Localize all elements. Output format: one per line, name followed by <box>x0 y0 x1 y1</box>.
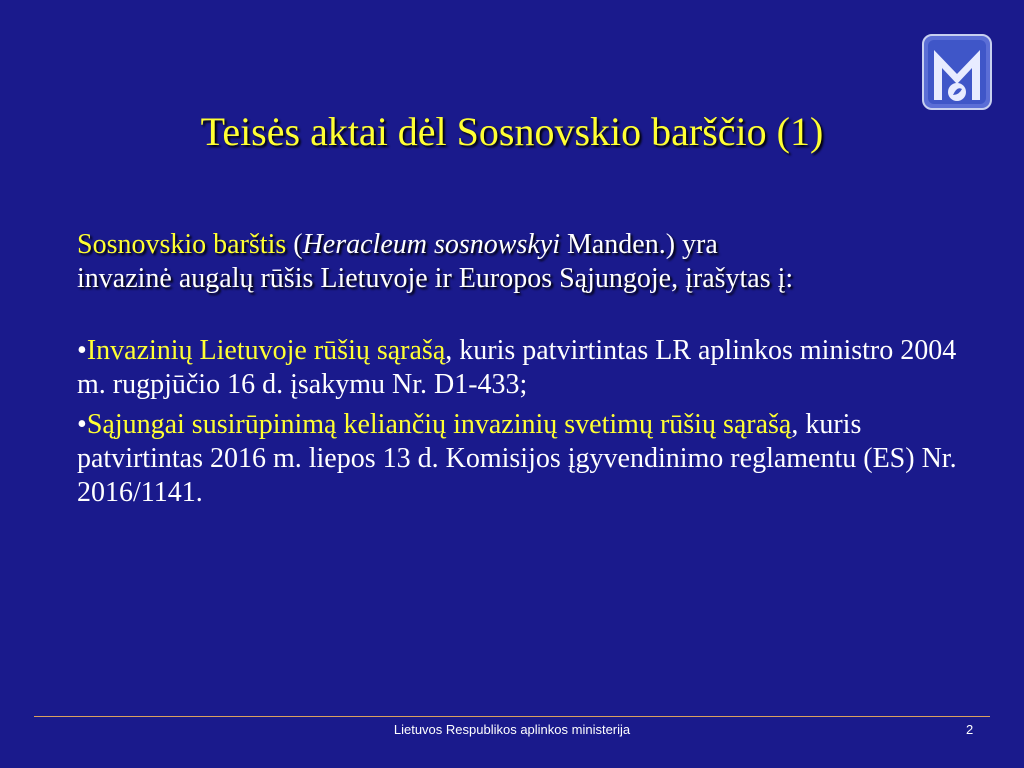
intro-text-2: Manden.) yra <box>559 229 718 260</box>
footer-divider <box>34 716 990 717</box>
page-number: 2 <box>966 722 974 737</box>
bullet-item <box>77 408 977 510</box>
intro-text: ( <box>286 229 303 260</box>
latin-name: Heracleum sosnowskyi <box>302 229 560 260</box>
ministry-logo-icon <box>922 34 992 110</box>
bullet-marker: • <box>77 335 87 366</box>
bullet-item <box>77 334 977 402</box>
bullet-highlight: Invazinių Lietuvoje rūšių sąrašą <box>86 335 446 366</box>
species-name: Sosnovskio barštis <box>77 229 287 260</box>
bullet-highlight: Sąjungai susirūpinimą keliančių invazinių svetimų rūšių sąrašą <box>86 409 792 440</box>
slide-body <box>77 228 977 516</box>
intro-line-2: invazinė augalų rūšis Lietuvoje ir Europos Sąjungoje, įrašytas į: <box>77 263 794 294</box>
bullet-marker: • <box>77 409 87 440</box>
footer-text: Lietuvos Respublikos aplinkos ministerija <box>393 722 631 737</box>
slide-title: Teisės aktai dėl Sosnovskio barščio (1) <box>200 109 824 154</box>
intro-paragraph <box>77 228 977 296</box>
bullet-text: , kuris patvirtintas 2016 m. liepos 13 d. Komisijos įgyvendinimo reglamentu (ES) Nr. 2016/1141. <box>77 409 957 508</box>
bullet-text: , kuris patvirtintas LR aplinkos ministro 2004 m. rugpjūčio 16 d. įsakymu Nr. D1-433; <box>77 335 957 400</box>
